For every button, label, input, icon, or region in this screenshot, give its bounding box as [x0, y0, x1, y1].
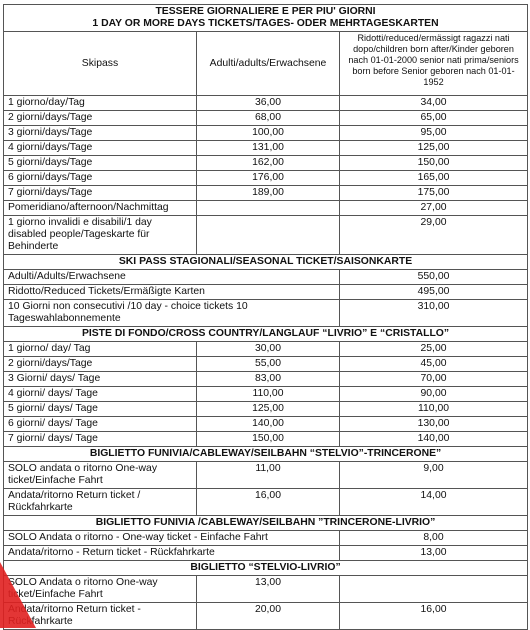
reduced-price: 95,00 — [340, 126, 528, 141]
table-row — [4, 186, 528, 201]
table-row — [4, 462, 528, 489]
table-row — [4, 357, 528, 372]
stelvio-livrio-section — [4, 576, 528, 630]
row-label: SOLO Andata o ritorno One-way ticket/Einfache Fahrt — [4, 576, 197, 603]
table-row — [4, 201, 528, 216]
price: 13,00 — [340, 546, 528, 561]
reduced-price — [340, 576, 528, 603]
adult-price: 68,00 — [197, 111, 340, 126]
row-label: 2 giorni/days/Tage — [4, 111, 197, 126]
section-header-cableway-trincerone: BIGLIETTO FUNIVIA /CABLEWAY/SEILBAHN ”TRINCERONE-LIVRIO” — [4, 516, 528, 531]
row-label: 2 giorni/days/Tage — [4, 357, 197, 372]
table-row — [4, 270, 528, 285]
table-row — [4, 402, 528, 417]
table-row — [4, 156, 528, 171]
seasonal-section — [4, 270, 528, 327]
section-header-stelvio-livrio: BIGLIETTO “STELVIO-LIVRIO” — [4, 561, 528, 576]
row-label: SOLO andata o ritorno One-way ticket/Einfache Fahrt — [4, 462, 197, 489]
adult-price: 30,00 — [197, 342, 340, 357]
reduced-price: 125,00 — [340, 141, 528, 156]
adult-price: 55,00 — [197, 357, 340, 372]
adult-price — [197, 216, 340, 255]
table-row — [4, 432, 528, 447]
cableway-trincerone-section — [4, 531, 528, 561]
reduced-price: 29,00 — [340, 216, 528, 255]
row-label: Andata/ritorno - Return ticket - Rückfahrkarte — [4, 546, 340, 561]
price: 550,00 — [340, 270, 528, 285]
cableway-stelvio-section — [4, 462, 528, 516]
adult-price: 140,00 — [197, 417, 340, 432]
row-label: Ridotto/Reduced Tickets/Ermäßigte Karten — [4, 285, 340, 300]
adult-price: 100,00 — [197, 126, 340, 141]
row-label: Andata/ritorno Return ticket / Rückfahrkarte — [4, 489, 197, 516]
adult-price: 20,00 — [197, 603, 340, 630]
table-row — [4, 96, 528, 111]
adult-price: 83,00 — [197, 372, 340, 387]
column-header-adults: Adulti/adults/Erwachsene — [197, 32, 340, 96]
adult-price: 176,00 — [197, 171, 340, 186]
row-label: SOLO Andata o ritorno - One-way ticket - Einfache Fahrt — [4, 531, 340, 546]
row-label: 3 giorni/days/Tage — [4, 126, 197, 141]
cross-country-section — [4, 342, 528, 447]
reduced-price: 165,00 — [340, 171, 528, 186]
row-label: 1 giorno/ day/ Tag — [4, 342, 197, 357]
reduced-price: 130,00 — [340, 417, 528, 432]
adult-price: 36,00 — [197, 96, 340, 111]
table-row — [4, 285, 528, 300]
red-corner-decoration — [0, 562, 36, 628]
price: 8,00 — [340, 531, 528, 546]
table-row — [4, 216, 528, 255]
table-row — [4, 141, 528, 156]
row-label: 1 giorno invalidi e disabili/1 day disabled people/Tageskarte für Behinderte — [4, 216, 197, 255]
title-line-2: 1 DAY OR MORE DAYS TICKETS/TAGES- ODER MEHRTAGESKARTEN — [92, 18, 439, 29]
adult-price: 189,00 — [197, 186, 340, 201]
row-label: 4 giorni/ days/ Tage — [4, 387, 197, 402]
row-label: 6 giorni/days/Tage — [4, 171, 197, 186]
column-header-reduced: Ridotti/reduced/ermässigt ragazzi nati dopo/children born after/Kinder geboren nach 01-01-2000 senior nati prima/seniors born before Senior geboren nach 01-01-1952 — [340, 32, 528, 96]
reduced-price: 90,00 — [340, 387, 528, 402]
row-label: Pomeridiano/afternoon/Nachmittag — [4, 201, 197, 216]
adult-price: 110,00 — [197, 387, 340, 402]
table-row — [4, 603, 528, 630]
row-label: 7 giorni/ days/ Tage — [4, 432, 197, 447]
row-label: Andata/ritorno Return ticket - Rückfahrkarte — [4, 603, 197, 630]
reduced-price: 9,00 — [340, 462, 528, 489]
table-row — [4, 342, 528, 357]
table-row — [4, 111, 528, 126]
adult-price: 13,00 — [197, 576, 340, 603]
table-row — [4, 387, 528, 402]
section-header-cableway-stelvio: BIGLIETTO FUNIVIA/CABLEWAY/SEILBAHN “STELVIO”-TRINCERONE” — [4, 447, 528, 462]
row-label: 4 giorni/days/Tage — [4, 141, 197, 156]
price-table — [3, 4, 528, 630]
table-row — [4, 576, 528, 603]
row-label: 5 giorni/days/Tage — [4, 156, 197, 171]
row-label: 6 giorni/ days/ Tage — [4, 417, 197, 432]
reduced-price: 150,00 — [340, 156, 528, 171]
row-label: 7 giorni/days/Tage — [4, 186, 197, 201]
row-label: 3 Giorni/ days/ Tage — [4, 372, 197, 387]
column-header-row — [4, 32, 528, 96]
reduced-price: 70,00 — [340, 372, 528, 387]
price: 495,00 — [340, 285, 528, 300]
price: 310,00 — [340, 300, 528, 327]
reduced-price: 16,00 — [340, 603, 528, 630]
table-row — [4, 546, 528, 561]
reduced-price: 140,00 — [340, 432, 528, 447]
adult-price: 150,00 — [197, 432, 340, 447]
adult-price: 162,00 — [197, 156, 340, 171]
reduced-price: 14,00 — [340, 489, 528, 516]
table-row — [4, 126, 528, 141]
reduced-price: 34,00 — [340, 96, 528, 111]
reduced-price: 25,00 — [340, 342, 528, 357]
reduced-price: 175,00 — [340, 186, 528, 201]
table-row — [4, 372, 528, 387]
row-label: Adulti/Adults/Erwachsene — [4, 270, 340, 285]
row-label: 1 giorno/day/Tag — [4, 96, 197, 111]
table-row — [4, 300, 528, 327]
reduced-price: 110,00 — [340, 402, 528, 417]
column-header-skipass: Skipass — [4, 32, 197, 96]
reduced-price: 27,00 — [340, 201, 528, 216]
adult-price: 125,00 — [197, 402, 340, 417]
title-line-1: TESSERE GIORNALIERE E PER PIU' GIORNI — [155, 6, 376, 17]
section-header-seasonal: SKI PASS STAGIONALI/SEASONAL TICKET/SAISONKARTE — [4, 255, 528, 270]
table-row — [4, 171, 528, 186]
table-row — [4, 531, 528, 546]
row-label: 5 giorni/ days/ Tage — [4, 402, 197, 417]
adult-price: 131,00 — [197, 141, 340, 156]
reduced-price: 65,00 — [340, 111, 528, 126]
table-row — [4, 417, 528, 432]
adult-price: 16,00 — [197, 489, 340, 516]
daily-section — [4, 96, 528, 255]
row-label: 10 Giorni non consecutivi /10 day - choice tickets 10 Tageswahlabonnemente — [4, 300, 340, 327]
title-row — [4, 5, 528, 32]
table-row — [4, 489, 528, 516]
adult-price: 11,00 — [197, 462, 340, 489]
adult-price — [197, 201, 340, 216]
reduced-price: 45,00 — [340, 357, 528, 372]
section-header-cross-country: PISTE DI FONDO/CROSS COUNTRY/LANGLAUF “LIVRIO” E “CRISTALLO” — [4, 327, 528, 342]
